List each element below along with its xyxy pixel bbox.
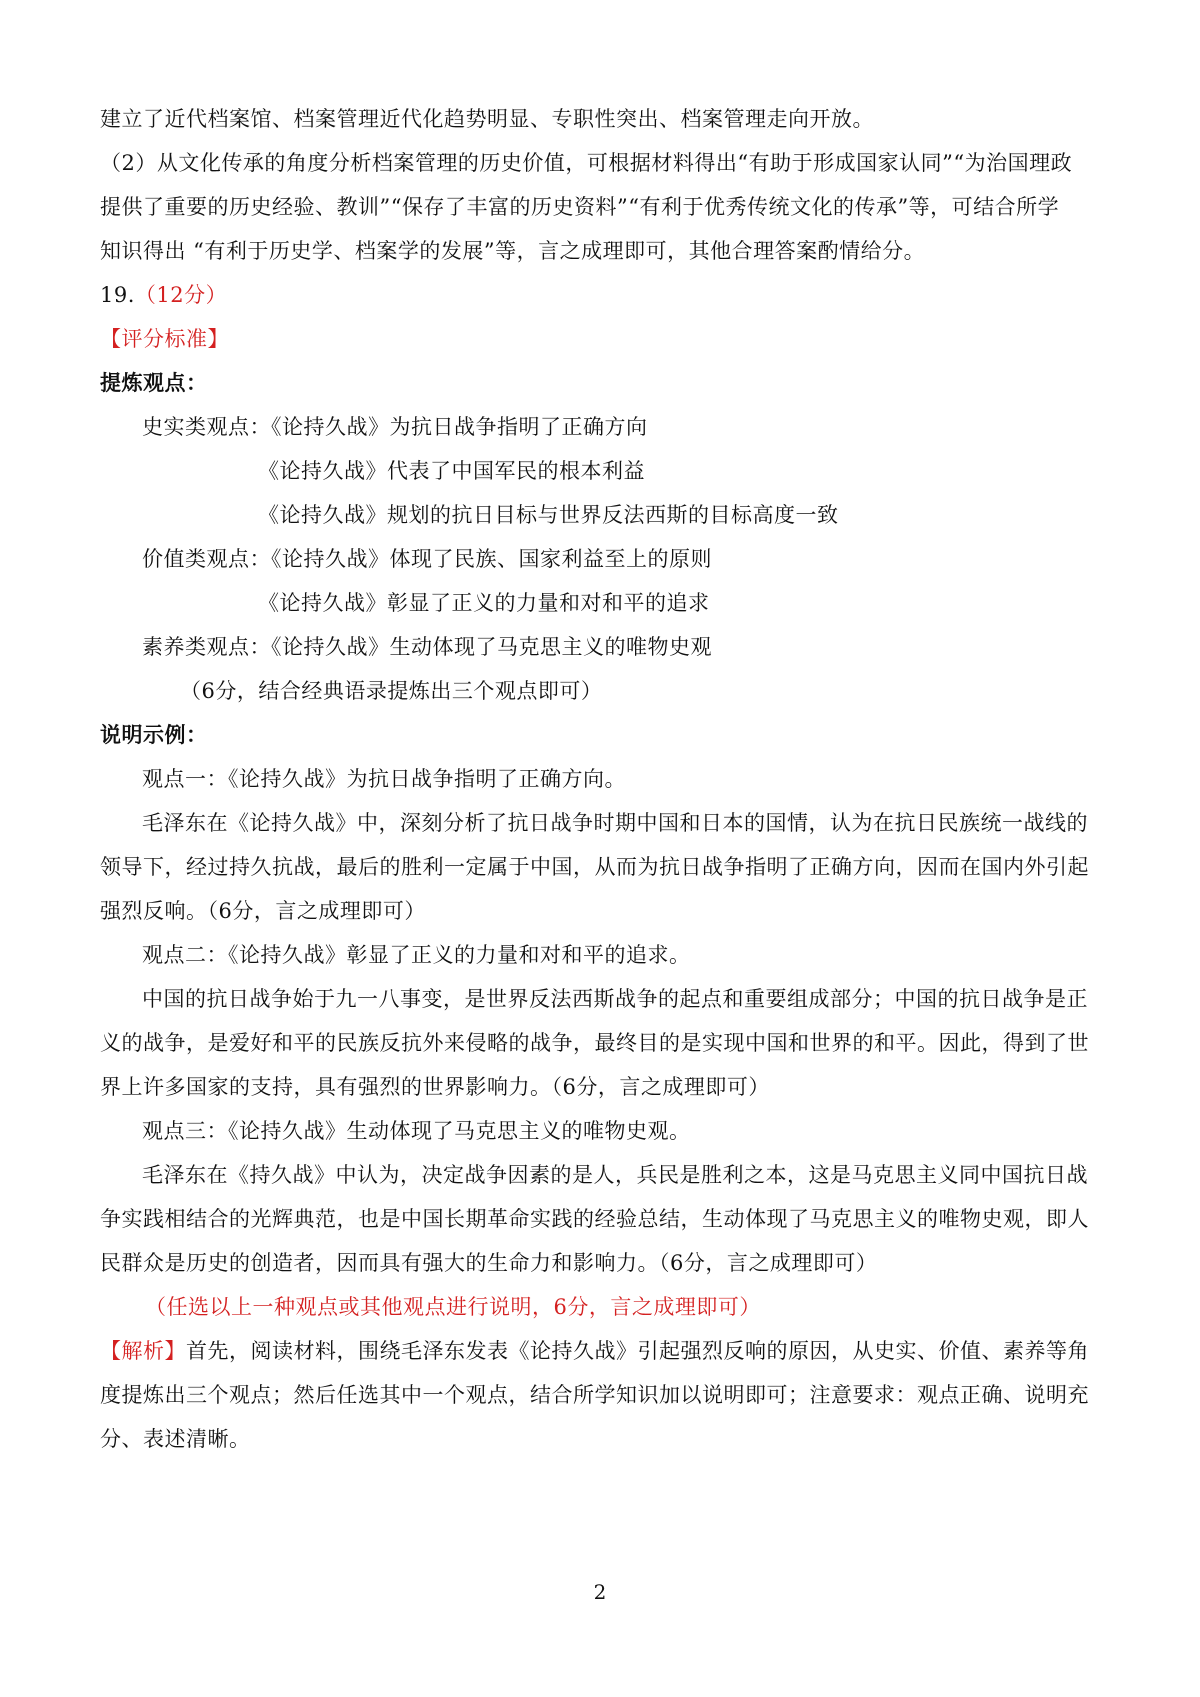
viewpoint-value: 价值类观点：《论持久战》体现了民族、国家利益至上的原则 bbox=[142, 547, 712, 571]
text-line: 知识得出 “有利于历史学、档案学的发展”等，言之成理即可，其他合理答案酌情给分。 bbox=[100, 239, 926, 263]
viewpoint-fact: 《论持久战》代表了中国军民的根本利益 bbox=[258, 459, 645, 483]
scoring-note: （6分，结合经典语录提炼出三个观点即可） bbox=[180, 679, 603, 703]
choose-note: （任选以上一种观点或其他观点进行说明，6分，言之成理即可） bbox=[145, 1295, 761, 1319]
question-number: 19. bbox=[100, 283, 135, 307]
example-viewpoint: 观点二：《论持久战》彰显了正义的力量和对和平的追求。 bbox=[142, 943, 691, 967]
example-text: 毛泽东在《论持久战》中，深刻分析了抗日战争时期中国和日本的国情，认为在抗日民族统一战线的 bbox=[142, 811, 1088, 835]
viewpoint-value: 《论持久战》彰显了正义的力量和对和平的追求 bbox=[258, 591, 710, 615]
example-viewpoint: 观点三：《论持久战》生动体现了马克思主义的唯物史观。 bbox=[142, 1119, 691, 1143]
example-text: 毛泽东在《持久战》中认为，决定战争因素的是人，兵民是胜利之本，这是马克思主义同中国抗日战 bbox=[142, 1163, 1088, 1187]
question-points: （12分） bbox=[134, 283, 228, 307]
text-line: （2）从文化传承的角度分析档案管理的历史价值，可根据材料得出“有助于形成国家认同”“为治国理政 bbox=[100, 151, 1073, 175]
analysis-text: 分、表述清晰。 bbox=[100, 1427, 251, 1451]
text-line: 提供了重要的历史经验、教训”“保存了丰富的历史资料”“有利于优秀传统文化的传承”等，可结合所学 bbox=[100, 195, 1060, 219]
page-number: 2 bbox=[593, 1580, 607, 1604]
viewpoint-literacy: 素养类观点：《论持久战》生动体现了马克思主义的唯物史观 bbox=[142, 635, 712, 659]
analysis-text: 度提炼出三个观点；然后任选其中一个观点，结合所学知识加以说明即可；注意要求：观点正确、说明充 bbox=[100, 1383, 1089, 1407]
viewpoint-fact: 史实类观点：《论持久战》为抗日战争指明了正确方向 bbox=[142, 415, 648, 439]
analysis-label: 【解析】 bbox=[100, 1339, 186, 1363]
analysis-text: 首先，阅读材料，围绕毛泽东发表《论持久战》引起强烈反响的原因，从史实、价值、素养等角 bbox=[186, 1339, 1089, 1363]
scoring-header: 【评分标准】 bbox=[100, 327, 229, 351]
example-text: 领导下，经过持久抗战，最后的胜利一定属于中国，从而为抗日战争指明了正确方向，因而在国内外引起 bbox=[100, 855, 1089, 879]
extract-header: 提炼观点： bbox=[100, 370, 208, 395]
example-text: 争实践相结合的光辉典范，也是中国长期革命实践的经验总结，生动体现了马克思主义的唯物史观，即人 bbox=[100, 1207, 1089, 1231]
example-text: 义的战争，是爱好和平的民族反抗外来侵略的战争，最终目的是实现中国和世界的和平。因此，得到了世 bbox=[100, 1031, 1089, 1055]
viewpoint-fact: 《论持久战》规划的抗日目标与世界反法西斯的目标高度一致 bbox=[258, 503, 839, 527]
analysis-line bbox=[100, 1336, 1089, 1366]
example-viewpoint: 观点一：《论持久战》为抗日战争指明了正确方向。 bbox=[142, 767, 626, 791]
example-text: 界上许多国家的支持，具有强烈的世界影响力。（6分，言之成理即可） bbox=[100, 1075, 770, 1099]
example-text: 强烈反响。（6分，言之成理即可） bbox=[100, 899, 426, 923]
example-header: 说明示例： bbox=[100, 722, 208, 747]
example-text: 民群众是历史的创造者，因而具有强大的生命力和影响力。（6分，言之成理即可） bbox=[100, 1251, 878, 1275]
text-line: 建立了近代档案馆、档案管理近代化趋势明显、专职性突出、档案管理走向开放。 bbox=[100, 107, 874, 131]
question-heading bbox=[100, 280, 227, 310]
example-text: 中国的抗日战争始于九一八事变，是世界反法西斯战争的起点和重要组成部分；中国的抗日战争是正 bbox=[142, 987, 1088, 1011]
